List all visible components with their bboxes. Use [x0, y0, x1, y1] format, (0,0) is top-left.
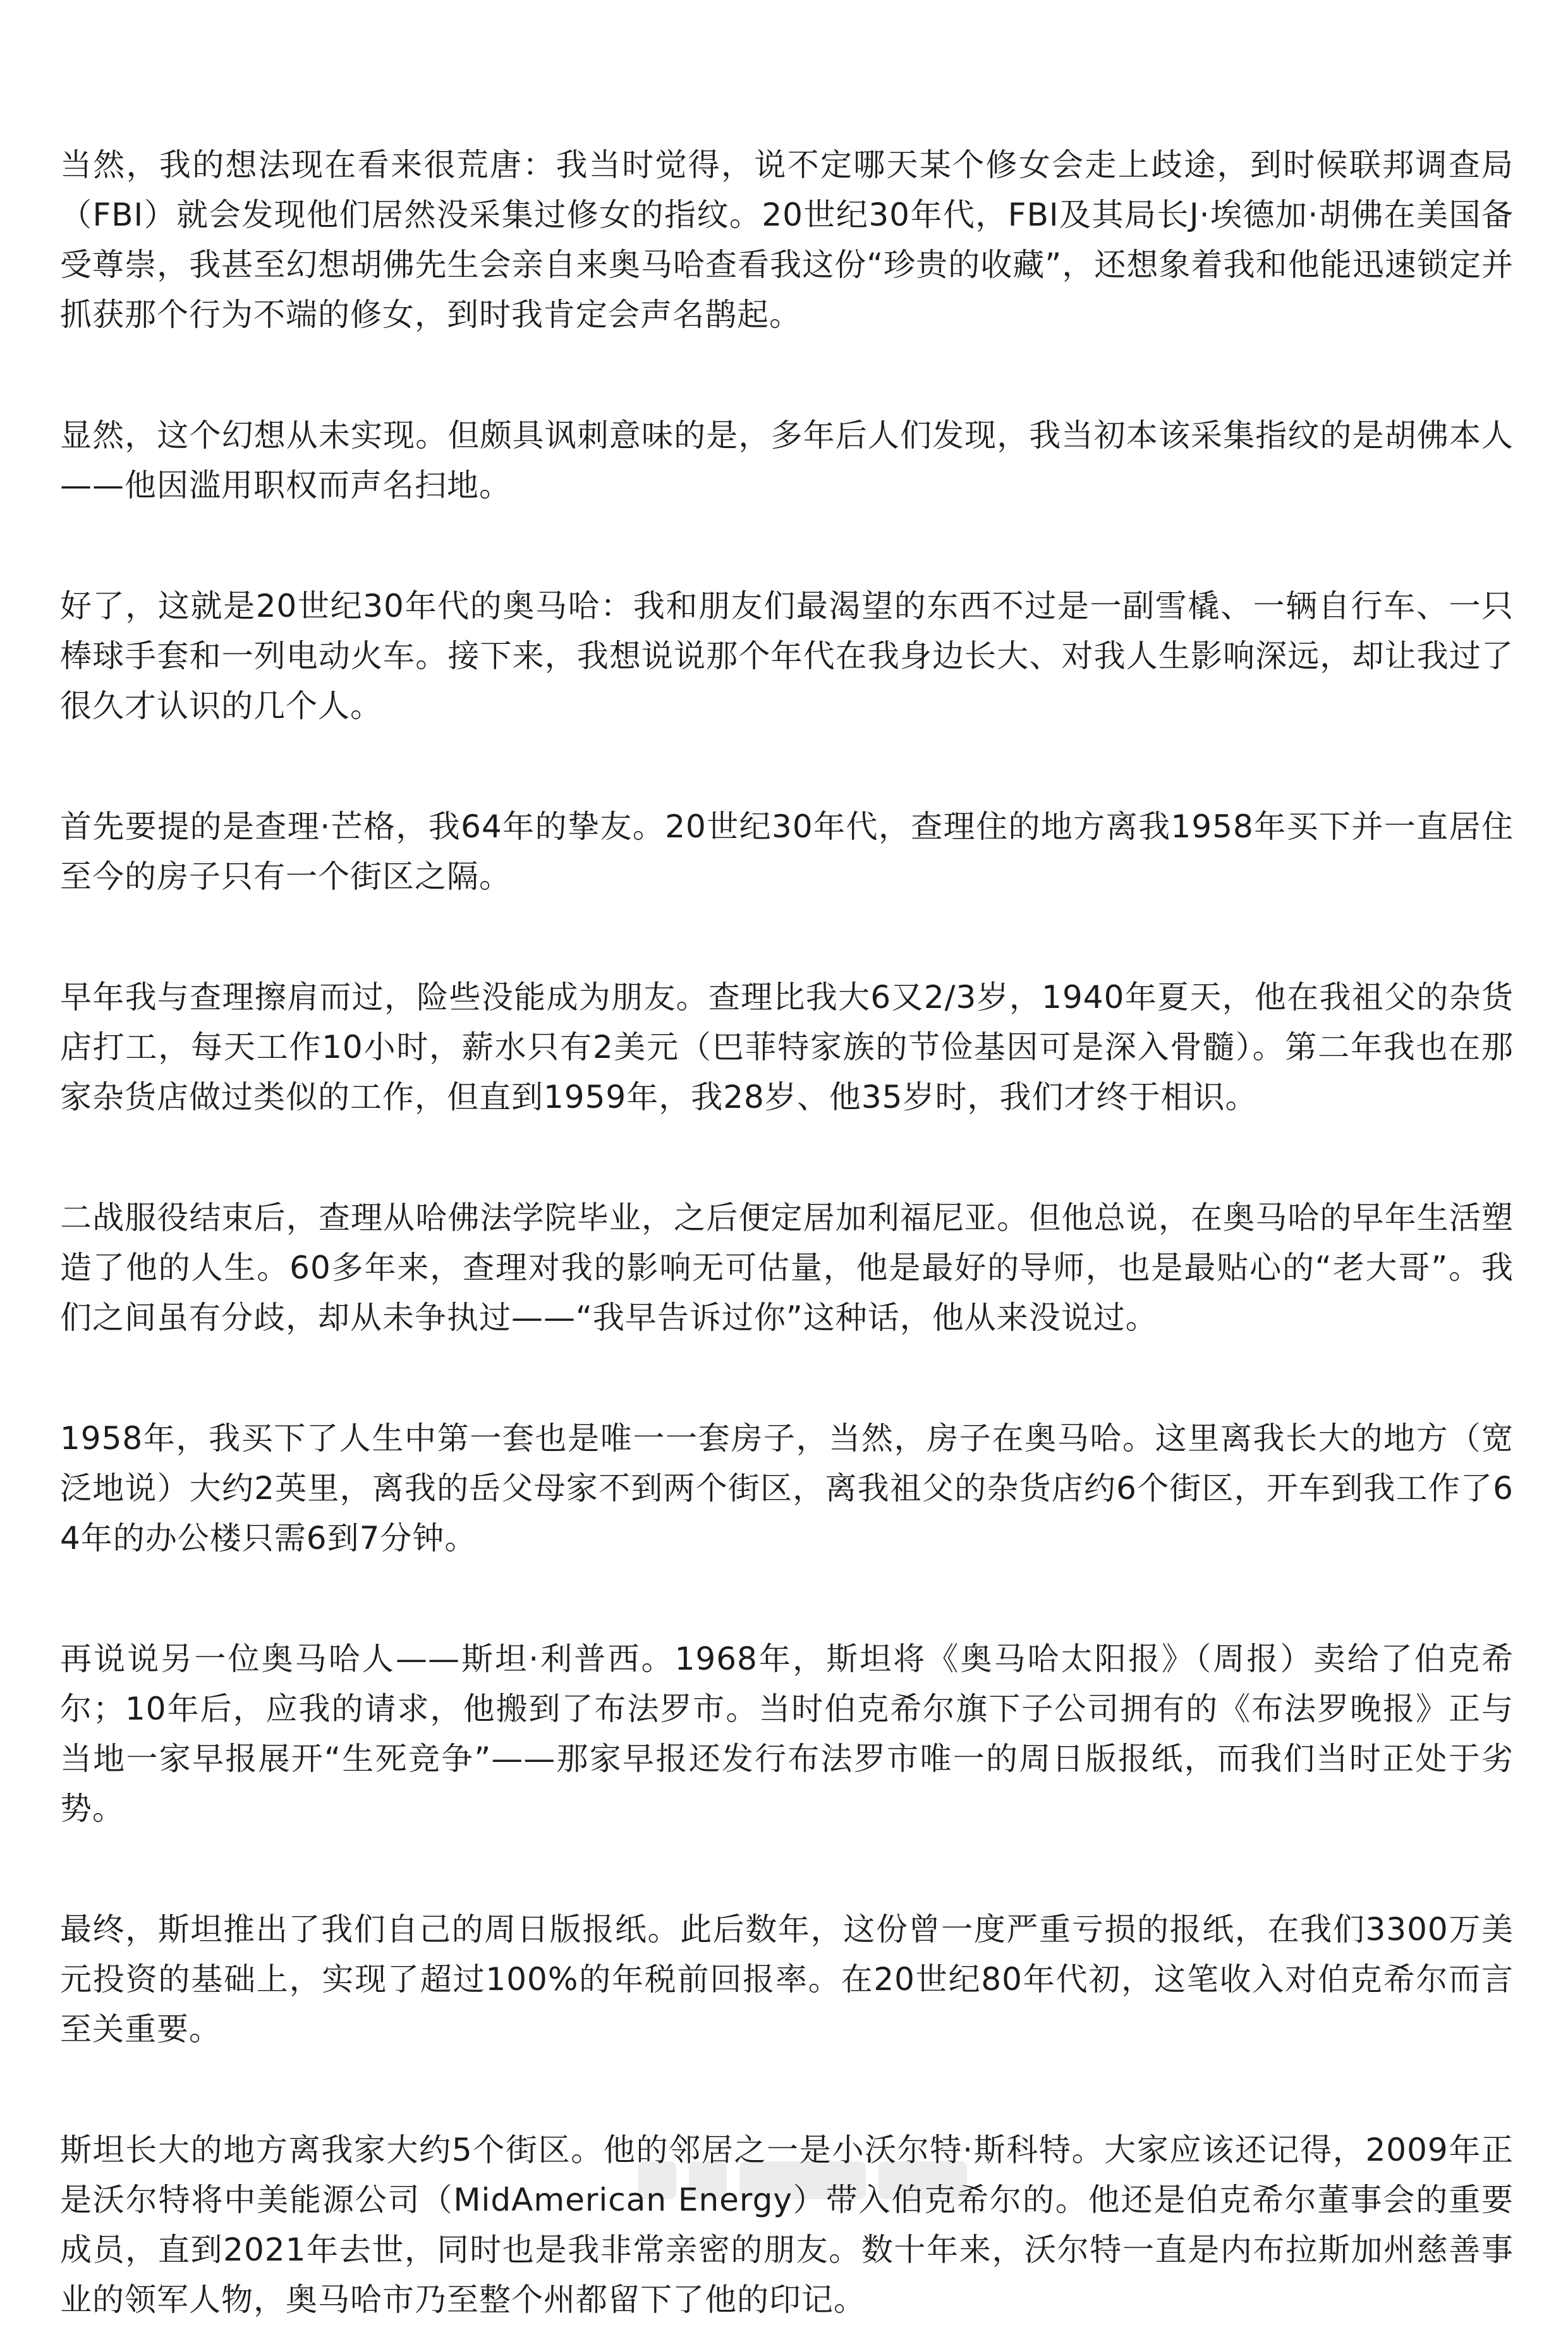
- paragraph-9: 最终，斯坦推出了我们自己的周日版报纸。此后数年，这份曾一度严重亏损的报纸，在我们3300万美元投资的基础上，实现了超过100%的年税前回报率。在20世纪80年代初，这笔收入对伯克希尔而言至关重要。: [60, 1911, 1514, 2048]
- paragraph-5: 早年我与查理擦肩而过，险些没能成为朋友。查理比我大6又2/3岁，1940年夏天，他在我祖父的杂货店打工，每天工作10小时，薪水只有2美元（巴菲特家族的节俭基因可是深入骨髓）。第二年我也在那家杂货店做过类似的工作，但直到1959年，我28岁、他35岁时，我们才终于相识。: [60, 979, 1514, 1115]
- paragraph-10: 斯坦长大的地方离我家大约5个街区。他的邻居之一是小沃尔特·斯科特。大家应该还记得，2009年正是沃尔特将中美能源公司（MidAmerican Energy）带入伯克希尔的。他还是伯克希尔董事会的重要成员，直到2021年去世，同时也是我非常亲密的朋友。数十年来，沃尔特一直是内布拉斯加州慈善事业的领军人物，奥马哈市乃至整个州都留下了他的印记。: [60, 2132, 1514, 2318]
- paragraph-3: 好了，这就是20世纪30年代的奥马哈：我和朋友们最渴望的东西不过是一副雪橇、一辆自行车、一只棒球手套和一列电动火车。接下来，我想说说那个年代在我身边长大、对我人生影响深远，却让我过了很久才认识的几个人。: [60, 588, 1514, 724]
- watermark-graphic: [638, 2149, 967, 2212]
- paragraph-6: 二战服役结束后，查理从哈佛法学院毕业，之后便定居加利福尼亚。但他总说，在奥马哈的早年生活塑造了他的人生。60多年来，查理对我的影响无可估量，他是最好的导师，也是最贴心的“老大哥”。我们之间虽有分歧，却从未争执过——“我早告诉过你”这种话，他从来没说过。: [60, 1199, 1514, 1336]
- paragraph-8: 再说说另一位奥马哈人——斯坦·利普西。1968年，斯坦将《奥马哈太阳报》（周报）卖给了伯克希尔；10年后，应我的请求，他搬到了布法罗市。当时伯克希尔旗下子公司拥有的《布法罗晚报》正与当地一家早报展开“生死竞争”——那家早报还发行布法罗市唯一的周日版报纸，而我们当时正处于劣势。: [60, 1641, 1514, 1827]
- paragraph-7: 1958年，我买下了人生中第一套也是唯一一套房子，当然，房子在奥马哈。这里离我长大的地方（宽泛地说）大约2英里，离我的岳父母家不到两个街区，离我祖父的杂货店约6个街区，开车到我工作了64年的办公楼只需6到7分钟。: [60, 1420, 1514, 1557]
- article-body: [60, 140, 1514, 2325]
- paragraph-2: 显然，这个幻想从未实现。但颇具讽刺意味的是，多年后人们发现，我当初本该采集指纹的是胡佛本人——他因滥用职权而声名扫地。: [60, 417, 1514, 504]
- paragraph-4: 首先要提的是查理·芒格，我64年的挚友。20世纪30年代，查理住的地方离我1958年买下并一直居住至今的房子只有一个街区之隔。: [60, 808, 1514, 895]
- paragraph-1: 当然，我的想法现在看来很荒唐：我当时觉得，说不定哪天某个修女会走上歧途，到时候联邦调查局（FBI）就会发现他们居然没采集过修女的指纹。20世纪30年代，FBI及其局长J·埃德加·胡佛在美国备受尊崇，我甚至幻想胡佛先生会亲自来奥马哈查看我这份“珍贵的收藏”，还想象着我和他能迅速锁定并抓获那个行为不端的修女，到时我肯定会声名鹊起。: [60, 147, 1514, 333]
